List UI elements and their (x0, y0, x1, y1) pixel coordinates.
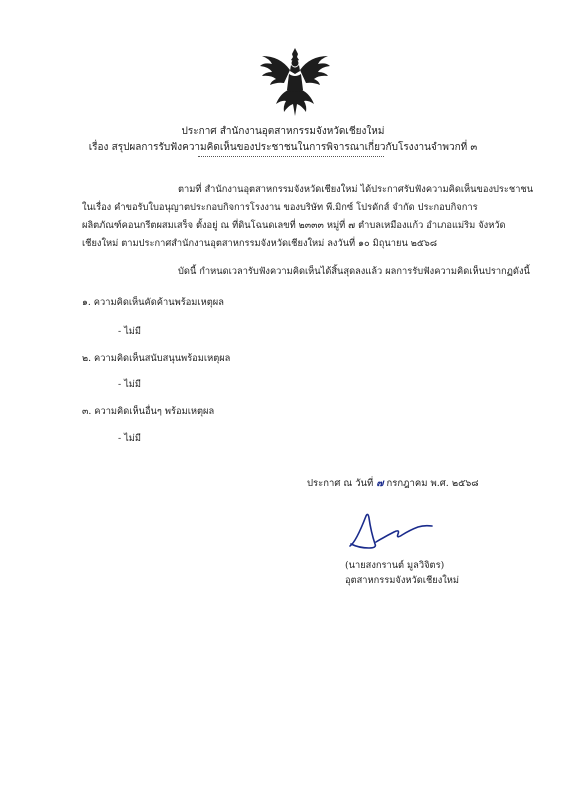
item-objection-answer: - ไม่มี (118, 326, 142, 337)
item-objection-label: ๑. ความคิดเห็นคัดค้านพร้อมเหตุผล (82, 297, 224, 308)
signer-name: (นายสงกรานต์ มูลวิจิตร) (345, 560, 445, 571)
item-other-answer: - ไม่มี (118, 433, 142, 444)
date-suffix: กรกฎาคม พ.ศ. ๒๕๖๘ (386, 478, 479, 489)
body-line-1: ตามที่ สำนักงานอุตสาหกรรมจังหวัดเชียงใหม่ ได้ประกาศรับฟังความคิดเห็นของประชาชน (178, 184, 534, 195)
signer-position: อุตสาหกรรมจังหวัดเชียงใหม่ (345, 575, 460, 586)
announcement-date (307, 476, 479, 491)
body-line-4: เชียงใหม่ ตามประกาศสำนักงานอุตสาหกรรมจังหวัดเชียงใหม่ ลงวันที่ ๑๐ มิถุนายน ๒๕๖๘ (82, 238, 437, 249)
title-divider (198, 156, 384, 157)
garuda-emblem-icon (258, 46, 332, 118)
item-other-label: ๓. ความคิดเห็นอื่นๆ พร้อมเหตุผล (82, 406, 215, 417)
date-prefix: ประกาศ ณ วันที่ (307, 478, 374, 489)
body-line-2: ในเรื่อง คำขอรับใบอนุญาตประกอบกิจการโรงงาน ของบริษัท พี.มิกซ์ โปรดักส์ จำกัด ประกอบกิจการ (82, 202, 478, 213)
summary-line: บัดนี้ กำหนดเวลารับฟังความคิดเห็นได้สิ้นสุดลงแล้ว ผลการรับฟังความคิดเห็นปรากฏดังนี้ (178, 266, 530, 277)
body-line-3: ผลิตภัณฑ์คอนกรีตผสมเสร็จ ตั้งอยู่ ณ ที่ดินโฉนดเลขที่ ๒๓๓๓ หมู่ที่ ๗ ตำบลเหมืองแก้ว อำเภอแม่ริม จังหวัด (82, 220, 506, 231)
signature-icon (342, 506, 442, 554)
item-support-answer: - ไม่มี (118, 379, 142, 390)
date-day: ๗ (376, 478, 384, 489)
announcement-subject: เรื่อง สรุปผลการรับฟังความคิดเห็นของประชาชนในการพิจารณาเกี่ยวกับโรงงานจำพวกที่ ๓ (88, 142, 478, 153)
item-support-label: ๒. ความคิดเห็นสนับสนุนพร้อมเหตุผล (82, 353, 231, 364)
announcement-title: ประกาศ สำนักงานอุตสาหกรรมจังหวัดเชียงใหม่ (181, 126, 385, 137)
